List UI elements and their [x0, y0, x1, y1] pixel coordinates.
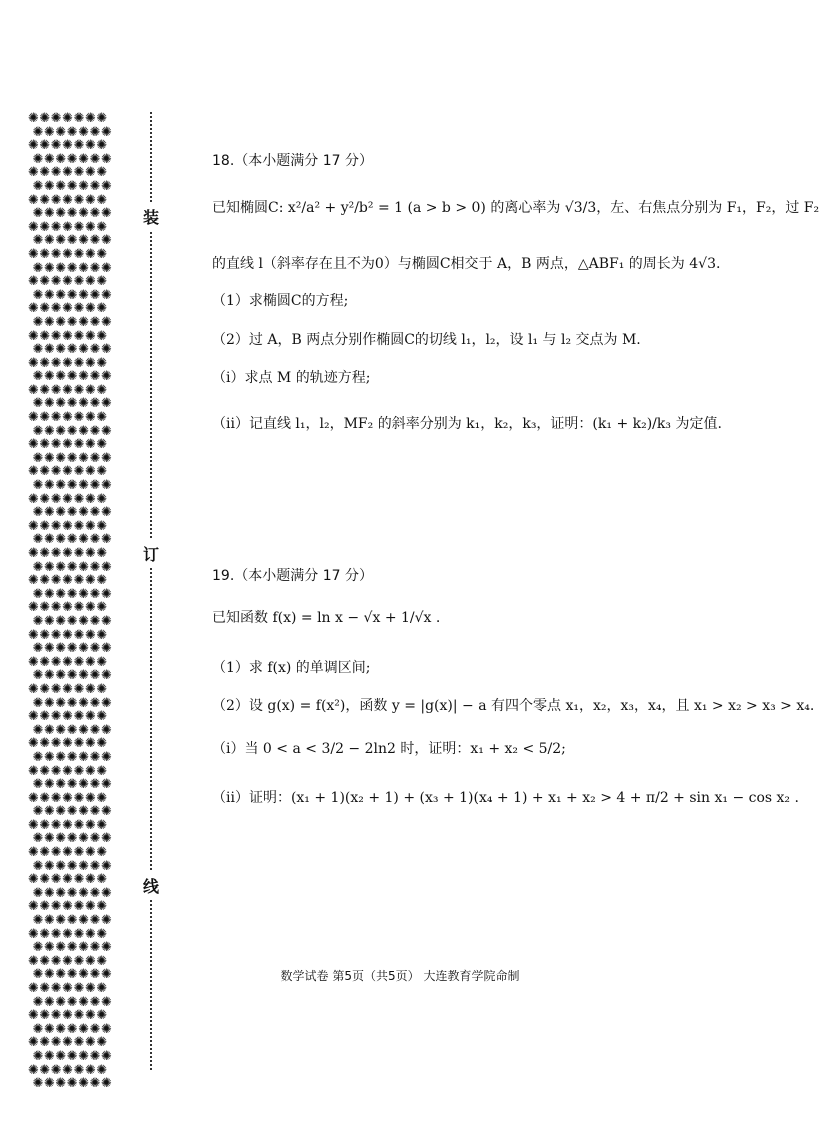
q18-part-2: （2）过 A，B 两点分别作椭圆C的切线 l₁，l₂，设 l₁ 与 l₂ 交点为 M.	[212, 332, 641, 348]
q18-intro-line-1: 已知椭圆C: x²/a² + y²/b² = 1 (a > b > 0) 的离心率为 √3/3，左、右焦点分别为 F₁，F₂，过 F₂	[212, 200, 819, 216]
q18-header: 18.（本小题满分 17 分）	[212, 153, 373, 169]
binding-label-ding: 订	[143, 540, 159, 567]
q19-part-1: （1）求 f(x) 的单调区间;	[212, 660, 371, 676]
q19-sub-i: （i）当 0 < a < 3/2 − 2ln2 时，证明：x₁ + x₂ < 5/2;	[212, 741, 566, 757]
binding-dotted-line	[150, 112, 152, 1070]
q19-sub-ii: （ii）证明：(x₁ + 1)(x₂ + 1) + (x₃ + 1)(x₄ + 1) + x₁ + x₂ > 4 + π/2 + sin x₁ − cos x₂ .	[212, 790, 799, 806]
q19-part-2: （2）设 g(x) = f(x²)，函数 y = |g(x)| − a 有四个零点 x₁，x₂，x₃，x₄，且 x₁ > x₂ > x₃ > x₄.	[212, 698, 815, 714]
page-footer: 数学试卷 第5页（共5页） 大连教育学院命制	[280, 969, 520, 983]
q18-sub-ii: （ii）记直线 l₁，l₂，MF₂ 的斜率分别为 k₁，k₂，k₃，证明：(k₁ + k₂)/k₃ 为定值.	[212, 416, 722, 432]
q18-intro-line-2: 的直线 l（斜率存在且不为0）与椭圆C相交于 A，B 两点，△ABF₁ 的周长为 4√3.	[212, 256, 721, 272]
binding-label-zhuang: 装	[143, 203, 159, 230]
q18-part-1: （1）求椭圆C的方程;	[212, 293, 349, 309]
binding-label-xian: 线	[143, 872, 159, 899]
q19-intro: 已知函数 f(x) = ln x − √x + 1/√x .	[212, 610, 441, 626]
q19-header: 19.（本小题满分 17 分）	[212, 568, 373, 584]
binding-border-pattern: ✺✺✺✺✺✺✺ ✺✺✺✺✺✺✺ ✺✺✺✺✺✺✺ ✺✺✺✺✺✺✺ ✺✺✺✺✺✺✺ ✺✺✺✺✺✺✺ ✺✺✺✺✺✺✺ ✺✺✺✺✺✺✺ ✺✺✺✺✺✺✺ ✺✺✺✺✺✺✺ ✺✺✺✺✺✺✺ ✺✺✺✺✺✺✺ ✺✺✺✺✺✺✺ ✺✺✺✺✺✺✺ ✺✺✺✺✺✺✺ ✺✺✺✺✺✺✺ ✺✺✺✺✺✺✺ ✺✺✺✺✺✺✺ ✺✺✺✺✺✺✺ ✺✺✺✺✺✺✺ ✺✺✺✺✺✺✺ ✺✺✺✺✺✺✺ ✺✺✺✺✺✺✺ ✺✺✺✺✺✺✺ ✺✺✺✺✺✺✺ ✺✺✺✺✺✺✺ ✺✺✺✺✺✺✺ ✺✺✺✺✺✺✺ ✺✺✺✺✺✺✺ ✺✺✺✺✺✺✺ ✺✺✺✺✺✺✺ ✺✺✺✺✺✺✺ ✺✺✺✺✺✺✺ ✺✺✺✺✺✺✺ ✺✺✺✺✺✺✺ ✺✺✺✺✺✺✺ ✺✺✺✺✺✺✺ ✺✺✺✺✺✺✺ ✺✺✺✺✺✺✺ ✺✺✺✺✺✺✺ ✺✺✺✺✺✺✺ ✺✺✺✺✺✺✺ ✺✺✺✺✺✺✺ ✺✺✺✺✺✺✺ ✺✺✺✺✺✺✺ ✺✺✺✺✺✺✺ ✺✺✺✺✺✺✺ ✺✺✺✺✺✺✺ ✺✺✺✺✺✺✺ ✺✺✺✺✺✺✺ ✺✺✺✺✺✺✺ ✺✺✺✺✺✺✺ ✺✺✺✺✺✺✺ ✺✺✺✺✺✺✺ ✺✺✺✺✺✺✺ ✺✺✺✺✺✺✺ ✺✺✺✺✺✺✺ ✺✺✺✺✺✺✺ ✺✺✺✺✺✺✺ ✺✺✺✺✺✺✺ ✺✺✺✺✺✺✺ ✺✺✺✺✺✺✺ ✺✺✺✺✺✺✺ ✺✺✺✺✺✺✺ ✺✺✺✺✺✺✺ ✺✺✺✺✺✺✺ ✺✺✺✺✺✺✺ ✺✺✺✺✺✺✺ ✺✺✺✺✺✺✺ ✺✺✺✺✺✺✺ ✺✺✺✺✺✺✺ ✺✺✺✺✺✺✺	[28, 111, 113, 1092]
q18-sub-i: （i）求点 M 的轨迹方程;	[212, 370, 371, 386]
